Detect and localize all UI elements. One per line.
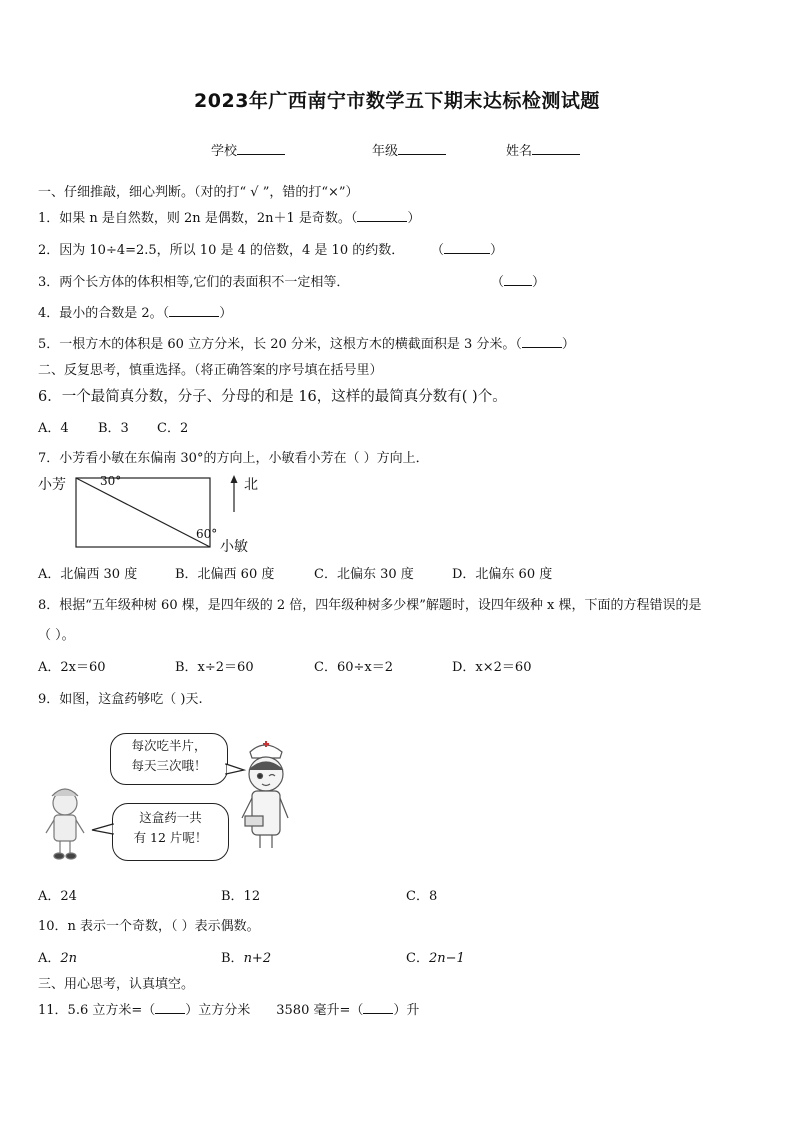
q7-option-b[interactable]: B．北偏西 60 度 xyxy=(175,567,275,582)
nurse-speech-line1: 每次吃半片， xyxy=(131,738,207,753)
q10-option-b-expr: n+2 xyxy=(243,951,272,966)
diagram-label-xiaomin: 小敏 xyxy=(220,539,248,555)
nurse-speech-line2: 每天三次哦！ xyxy=(131,758,207,773)
child-speech-line1: 这盒药一共 xyxy=(139,810,202,825)
q10-option-c[interactable] xyxy=(406,947,465,966)
q10-option-c-expr: 2n−1 xyxy=(428,951,465,966)
diagram-north-label: 北 xyxy=(244,477,258,493)
q9-option-b[interactable]: B．12 xyxy=(221,889,261,904)
q6-option-a[interactable]: A．4 xyxy=(38,421,69,436)
child-speech-line2: 有 12 片呢！ xyxy=(133,830,208,845)
question-8: 8．根据“五年级种树 60 棵，是四年级的 2 倍，四年级种树多少棵”解题时，设四年级种 x 棵，下面的方程错误的是 xyxy=(38,598,702,613)
section3-heading: 三、用心思考，认真填空。 xyxy=(38,977,195,992)
diagram-angle-60: 60° xyxy=(196,527,218,541)
question-8-cont: （ ）。 xyxy=(38,628,75,643)
q7-option-d[interactable]: D．北偏东 60 度 xyxy=(452,567,553,582)
q2-open: （ xyxy=(431,243,445,258)
name-field xyxy=(506,140,580,159)
q10-option-b[interactable] xyxy=(221,947,271,966)
q1-close: ） xyxy=(407,211,421,226)
q10-option-a-letter: A． xyxy=(38,951,61,966)
question-2 xyxy=(38,239,404,258)
diagram-angle-30: 30° xyxy=(100,474,122,488)
page-title: 2023年广西南宁市数学五下期末达标检测试题 xyxy=(194,90,600,112)
q9-option-a[interactable]: A．24 xyxy=(38,889,77,904)
section2-heading: 二、反复思考，慎重选择。（将正确答案的序号填在括号里） xyxy=(38,363,383,378)
q8-option-d[interactable]: D．x×2＝60 xyxy=(452,660,532,675)
question-1 xyxy=(38,207,420,226)
q2-text: 2．因为 10÷4=2.5，所以 10 是 4 的倍数，4 是 10 的约数． xyxy=(38,243,405,258)
q3-open: （ xyxy=(491,275,505,290)
q3-answer xyxy=(491,271,545,290)
name-blank[interactable] xyxy=(532,141,580,155)
nurse-bubble-tail xyxy=(226,764,244,774)
north-arrow-head xyxy=(231,475,238,483)
q8-option-c[interactable]: C．60÷x＝2 xyxy=(314,660,393,675)
question-7: 7．小芳看小敏在东偏南 30°的方向上，小敏看小芳在（ ）方向上． xyxy=(38,451,429,466)
q5-close: ） xyxy=(561,337,575,352)
question-9: 9．如图，这盒药够吃（ )天. xyxy=(38,692,203,707)
question-11 xyxy=(38,999,419,1018)
q6-option-b[interactable]: B．3 xyxy=(98,421,129,436)
q1-answer-blank[interactable] xyxy=(357,208,407,222)
question-6: 6．一个最简真分数，分子、分母的和是 16，这样的最简真分数有( )个。 xyxy=(38,389,507,405)
q3-text: 3．两个长方体的体积相等,它们的表面积不一定相等． xyxy=(38,275,350,290)
q2-answer xyxy=(431,239,503,258)
q11-part1: 11．5.6 立方米=（ xyxy=(38,1003,156,1018)
question-10: 10．n 表示一个奇数，（ ）表示偶数。 xyxy=(38,919,260,934)
grade-blank[interactable] xyxy=(398,141,446,155)
grade-label: 年级 xyxy=(372,144,399,159)
q2-close: ） xyxy=(490,243,504,258)
diagram-label-xiaofang: 小芳 xyxy=(38,477,66,493)
q4-answer-blank[interactable] xyxy=(169,303,219,317)
q10-option-a-expr: 2n xyxy=(60,951,78,966)
q8-option-a[interactable]: A．2x＝60 xyxy=(38,660,106,675)
q11-part2: ）立方分米 xyxy=(185,1003,251,1018)
q1-text: 1．如果 n 是自然数，则 2n 是偶数，2n＋1 是奇数。（ xyxy=(38,211,358,226)
q4-close: ） xyxy=(219,306,233,321)
diagram-diagonal xyxy=(76,478,210,547)
question-3 xyxy=(38,271,349,290)
school-blank[interactable] xyxy=(237,141,285,155)
q2-answer-blank[interactable] xyxy=(444,240,490,254)
q10-option-a[interactable] xyxy=(38,947,77,966)
grade-field xyxy=(372,140,446,159)
q11-blank-1[interactable] xyxy=(155,1000,185,1014)
question-4 xyxy=(38,302,232,321)
q11-part3: 3580 毫升=（ xyxy=(276,1003,364,1018)
q4-text: 4．最小的合数是 2。（ xyxy=(38,306,170,321)
q8-option-b[interactable]: B．x÷2＝60 xyxy=(175,660,254,675)
q9-option-c[interactable]: C．8 xyxy=(406,889,438,904)
q7-option-a[interactable]: A．北偏西 30 度 xyxy=(38,567,138,582)
q3-close: ） xyxy=(532,275,546,290)
q5-text: 5．一根方木的体积是 60 立方分米，长 20 分米，这根方木的横截面积是 3 分米。（ xyxy=(38,337,522,352)
nurse-figure xyxy=(242,741,288,848)
q5-answer-blank[interactable] xyxy=(522,334,562,348)
q9-illustration xyxy=(30,730,310,865)
q10-option-b-letter: B． xyxy=(221,951,244,966)
school-label: 学校 xyxy=(211,144,238,159)
q11-part4: ）升 xyxy=(393,1003,420,1018)
q10-option-c-letter: C． xyxy=(406,951,429,966)
q7-option-c[interactable]: C．北偏东 30 度 xyxy=(314,567,414,582)
name-label: 姓名 xyxy=(506,144,533,159)
question-5 xyxy=(38,333,575,352)
child-bubble-tail xyxy=(92,824,113,834)
section1-heading: 一、仔细推敲，细心判断。（对的打“ √ ”，错的打“×”） xyxy=(38,185,359,200)
school-field xyxy=(211,140,285,159)
child-figure xyxy=(46,789,84,859)
q11-blank-2[interactable] xyxy=(363,1000,393,1014)
q6-option-c[interactable]: C．2 xyxy=(157,421,189,436)
q3-answer-blank[interactable] xyxy=(504,272,532,286)
